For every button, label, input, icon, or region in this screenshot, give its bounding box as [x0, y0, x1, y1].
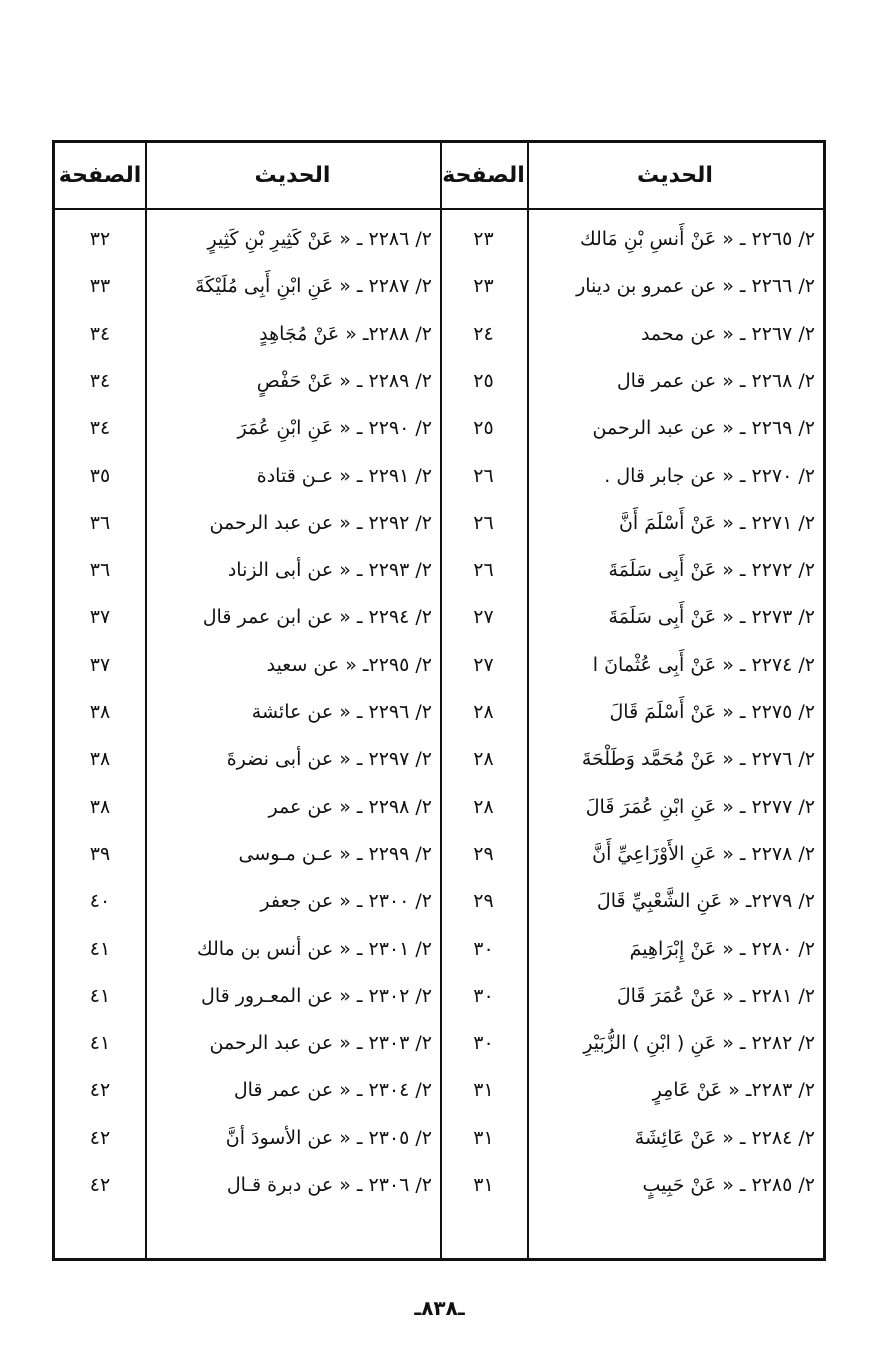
- page-reference: ٣٣: [89, 275, 111, 298]
- hadith-entry: ٢/ ٢٢٧٠ ـ « عن جابر قال .: [604, 464, 815, 487]
- page-reference: ٤١: [89, 937, 111, 960]
- page-reference: ٢٦: [473, 464, 494, 487]
- hadith-entry: ٢/ ٢٢٧٧ ـ « عَنِ ابْنِ عُمَرَ قَالَ: [585, 795, 815, 818]
- page-reference: ٣٠: [473, 937, 494, 960]
- header-page-left: الصفحة: [58, 163, 142, 188]
- header-hadith-right: الحديث: [637, 163, 713, 188]
- page-reference: ٢٨: [473, 748, 494, 771]
- hadith-entry: ٢/ ٢٢٨١ ـ « عَنْ عُمَرَ قَالَ: [616, 984, 815, 1007]
- hadith-entry: ٢/ ٢٢٧٩ـ « عَنِ الشَّعْبِيِّ قَالَ: [596, 890, 815, 913]
- hadith-entry: ٢/ ٢٢٧١ ـ « عَنْ أَسْلَمَ أَنَّ: [618, 511, 815, 534]
- page-reference: ٤١: [89, 984, 111, 1007]
- hadith-entry: ٢/ ٢٣٠٠ ـ « عن جعفر: [260, 890, 432, 913]
- page-reference: ٣٨: [89, 795, 111, 818]
- hadith-entry: ٢/ ٢٢٧٦ ـ « عَنْ مُحَمَّد وَطَلْحَةَ: [581, 748, 815, 771]
- page-reference: ٢٧: [473, 606, 494, 629]
- page-reference: ٣١: [473, 1126, 494, 1149]
- page-reference: ٣٩: [89, 842, 111, 865]
- hadith-entry: ٢/ ٢٢٩٠ ـ « عَنِ ابْنِ عُمَرَ: [237, 417, 432, 440]
- header-page-right: الصفحة: [442, 163, 525, 188]
- hadith-entry: ٢/ ٢٣٠١ ـ « عن أنس بن مالك: [196, 937, 432, 960]
- page-reference: ٣٨: [89, 748, 111, 771]
- page-number: ـ٨٣٨ـ: [414, 1296, 465, 1320]
- page-reference: ٢٦: [473, 559, 494, 582]
- hadith-entry: ٢/ ٢٢٦٥ ـ « عَنْ أَنسِ بْنِ مَالك: [579, 228, 815, 250]
- hadith-entry: ٢/ ٢٢٨٥ ـ « عَنْ حَبِيبٍ: [642, 1174, 815, 1196]
- page-reference: ٣٦: [89, 511, 111, 534]
- page-reference: ٤٠: [89, 890, 111, 913]
- hadith-entry: ٢/ ٢٢٨٧ ـ « عَنِ ابْنِ أَبِى مُلَيْكَةَ: [194, 275, 432, 298]
- page-reference: ٢٩: [473, 842, 494, 865]
- page-reference: ٣١: [473, 1079, 494, 1102]
- hadith-entry: ٢/ ٢٢٩٥ـ « عن سعيد: [266, 653, 432, 676]
- page-reference: ٣١: [473, 1174, 494, 1196]
- page-reference: ٢٦: [473, 511, 494, 534]
- hadith-entry: ٢/ ٢٢٩١ ـ « عـن قتادة: [256, 464, 432, 487]
- page-reference: ٤١: [89, 1032, 111, 1055]
- hadith-entry: ٢/ ٢٢٩٧ ـ « عن أبى نضرةَ: [226, 748, 432, 771]
- hadith-entry: ٢/ ٢٢٩٣ ـ « عن أبى الزناد: [227, 559, 432, 582]
- hadith-entry: ٢/ ٢٢٨٢ ـ « عَنِ ( ابْنِ ) الزُّبَيْرِ: [583, 1032, 815, 1055]
- hadith-entry: ٢/ ٢٢٦٩ ـ « عن عبد الرحمن: [592, 417, 815, 440]
- hadith-entry: ٢/ ٢٢٨٤ ـ « عَنْ عَائِشَةَ: [634, 1126, 815, 1149]
- page-reference: ٣٧: [89, 653, 111, 676]
- page-reference: ٣٠: [473, 1032, 494, 1055]
- hadith-entry: ٢/ ٢٢٨٣ـ « عَنْ عَامِرٍ: [652, 1079, 815, 1102]
- page-reference: ٣٤: [89, 322, 111, 345]
- page-reference: ٢٩: [473, 890, 494, 913]
- hadith-entry: ٢/ ٢٣٠٥ ـ « عن الأسودَ أنَّ: [225, 1126, 432, 1149]
- page-reference: ٢٣: [473, 275, 494, 298]
- header-divider: [55, 208, 823, 210]
- page-reference: ٢٥: [473, 417, 494, 440]
- hadith-entry: ٢/ ٢٢٦٦ ـ « عن عمرو بن دينار: [576, 275, 815, 298]
- hadith-entry: ٢/ ٢٣٠٣ ـ « عن عبد الرحمن: [209, 1032, 432, 1055]
- page-reference: ٢٤: [473, 322, 494, 345]
- hadith-entry: ٢/ ٢٣٠٦ ـ « عن دبرة قـال: [226, 1174, 432, 1196]
- hadith-entry: ٢/ ٢٢٩٢ ـ « عن عبد الرحمن: [209, 511, 432, 534]
- page-reference: ٣٤: [89, 417, 111, 440]
- hadith-entry: ٢/ ٢٢٩٨ ـ « عن عمر: [268, 795, 432, 818]
- hadith-entry: ٢/ ٢٢٨٦ ـ « عَنْ كَثِيرِ بْنِ كَثِيرٍ: [207, 228, 432, 250]
- page-reference: ٣٤: [89, 369, 111, 392]
- hadith-entry: ٢/ ٢٢٦٨ ـ « عن عمر قال: [616, 369, 815, 392]
- hadith-entry: ٢/ ٢٣٠٤ ـ « عن عمر قال: [233, 1079, 432, 1102]
- hadith-entry: ٢/ ٢٢٧٢ ـ « عَنْ أَبِى سَلَمَةَ: [608, 559, 815, 582]
- hadith-entry: ٢/ ٢٢٨٩ ـ « عَنْ حَفْصٍ: [256, 369, 432, 392]
- page-reference: ٣٧: [89, 606, 111, 629]
- page-reference: ٤٢: [89, 1174, 111, 1196]
- index-table: [52, 140, 826, 1261]
- hadith-entry: ٢/ ٢٢٨٠ ـ « عَنْ إِبْرَاهِيمَ: [629, 937, 815, 960]
- hadith-entry: ٢/ ٢٢٧٣ ـ « عَنْ أَبِى سَلَمَةَ: [608, 606, 815, 629]
- page-reference: ٣٠: [473, 984, 494, 1007]
- page-reference: ٢٣: [473, 228, 494, 250]
- page-reference: ٢٨: [473, 795, 494, 818]
- header-hadith-left: الحديث: [254, 163, 331, 188]
- page-reference: ٤٢: [89, 1126, 111, 1149]
- hadith-entry: ٢/ ٢٢٦٧ ـ « عن محمد: [640, 322, 815, 345]
- hadith-entry: ٢/ ٢٢٩٦ ـ « عن عائشة: [251, 701, 432, 723]
- hadith-entry: ٢/ ٢٢٩٩ ـ « عـن مـوسى: [238, 842, 432, 865]
- hadith-entry: ٢/ ٢٣٠٢ ـ « عن المعـرور قال: [201, 984, 432, 1007]
- page-reference: ٢٨: [473, 701, 494, 723]
- hadith-entry: ٢/ ٢٢٧٤ ـ « عَنْ أَبِى عُثْمانَ ا: [592, 653, 815, 676]
- page-reference: ٢٥: [473, 369, 494, 392]
- page-reference: ٢٧: [473, 653, 494, 676]
- page-reference: ٣٨: [89, 701, 111, 723]
- page-reference: ٣٢: [89, 228, 111, 250]
- page-reference: ٣٦: [89, 559, 111, 582]
- hadith-entry: ٢/ ٢٢٩٤ ـ « عن ابن عمر قال: [202, 606, 432, 629]
- hadith-entry: ٢/ ٢٢٧٥ ـ « عَنْ أَسْلَمَ قَالَ: [609, 701, 815, 723]
- page-reference: ٤٢: [89, 1079, 111, 1102]
- page-reference: ٣٥: [89, 464, 111, 487]
- hadith-entry: ٢/ ٢٢٨٨ـ « عَنْ مُجَاهِدٍ: [259, 322, 432, 345]
- hadith-entry: ٢/ ٢٢٧٨ ـ « عَنِ الأَوْزَاعِيِّ أَنَّ: [592, 842, 815, 865]
